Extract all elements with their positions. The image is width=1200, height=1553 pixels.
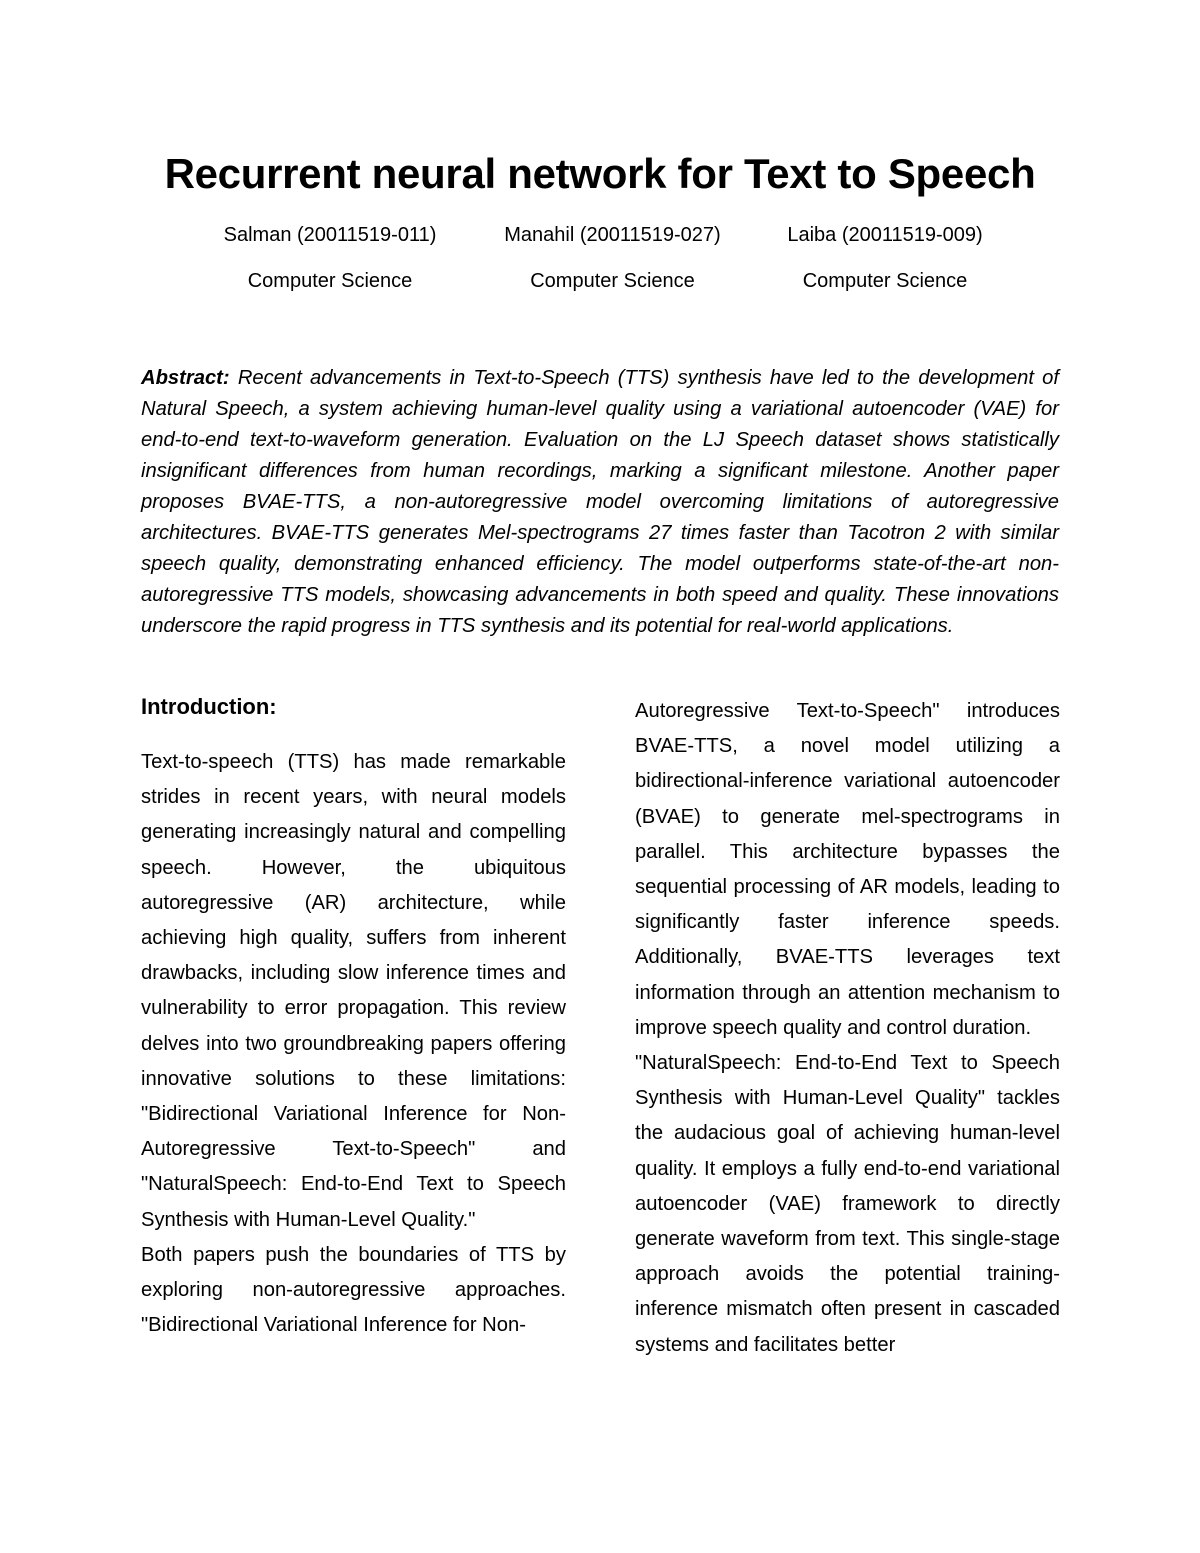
author-department: Computer Science — [247, 270, 413, 292]
intro-paragraph: "NaturalSpeech: End-to-End Text to Speech Synthesis with Human-Level Quality" tackles the audacious goal of achieving human-level quality. It employs a fully end-to-end variational autoencoder (VAE) framework to directly generate waveform from text. This single-stage approach avoids the potential training-inference mismatch often present in cascaded systems and facilitates better — [635, 1052, 1060, 1356]
intro-paragraph: Both papers push the boundaries of TTS by exploring non-autoregressive approaches. "Bidirectional Variational Inference for Non- — [141, 1243, 566, 1337]
abstract — [141, 363, 1059, 642]
abstract-text: Recent advancements in Text-to-Speech (TTS) synthesis have led to the development of Natural Speech, a system achieving human-level quality using a variational autoencoder (VAE) for end-to-end text-to-waveform generation. Evaluation on the LJ Speech dataset shows statistically insignificant differences from human recordings, marking a significant milestone. Another paper proposes BVAE-TTS, a non-autoregressive model overcoming limitations of autoregressive architectures. BVAE-TTS generates Mel-spectrograms 27 times faster than Tacotron 2 with similar speech quality, demonstrating enhanced efficiency. The model outperforms state-of-the-art non-autoregressive TTS models, showcasing advancements in both speed and quality. These innovations underscore the rapid progress in TTS synthesis and its potential for real-world applications. — [141, 367, 1059, 637]
author-department: Computer Science — [802, 270, 968, 292]
intro-paragraph: Text-to-speech (TTS) has made remarkable strides in recent years, with neural models generating increasingly natural and compelling speech. However, the ubiquitous autoregressive (AR) architecture, while achieving high quality, suffers from inherent drawbacks, including slow inference times and vulnerability to error propagation. This review delves into two groundbreaking papers offering innovative solutions to these limitations: "Bidirectional Variational Inference for Non-Autoregressive Text-to-Speech" and "NaturalSpeech: End-to-End Text to Speech Synthesis with Human-Level Quality." — [141, 751, 566, 1231]
abstract-label: Abstract: — [141, 367, 230, 389]
author-department: Computer Science — [530, 270, 695, 292]
author-block — [0, 218, 1200, 308]
author-laiba — [750, 218, 1020, 298]
intro-paragraph: Autoregressive Text-to-Speech" introduces BVAE-TTS, a novel model utilizing a bidirectional-inference variational autoencoder (BVAE) to generate mel-spectrograms in parallel. This architecture bypasses the sequential processing of AR models, leading to significantly faster inference speeds. Additionally, BVAE-TTS leverages text information through an attention mechanism to improve speech quality and control duration. — [635, 700, 1060, 1039]
introduction-heading: Introduction: — [141, 694, 277, 719]
author-salman — [195, 218, 465, 298]
author-manahil — [475, 218, 750, 298]
left-column — [141, 745, 566, 1343]
author-name: Manahil (20011519-027) — [504, 224, 721, 246]
paper-title: Recurrent neural network for Text to Speech — [164, 150, 1036, 197]
author-name: Laiba (20011519-009) — [787, 224, 983, 246]
right-column — [635, 694, 1060, 1363]
author-name: Salman (20011519-011) — [223, 224, 437, 246]
